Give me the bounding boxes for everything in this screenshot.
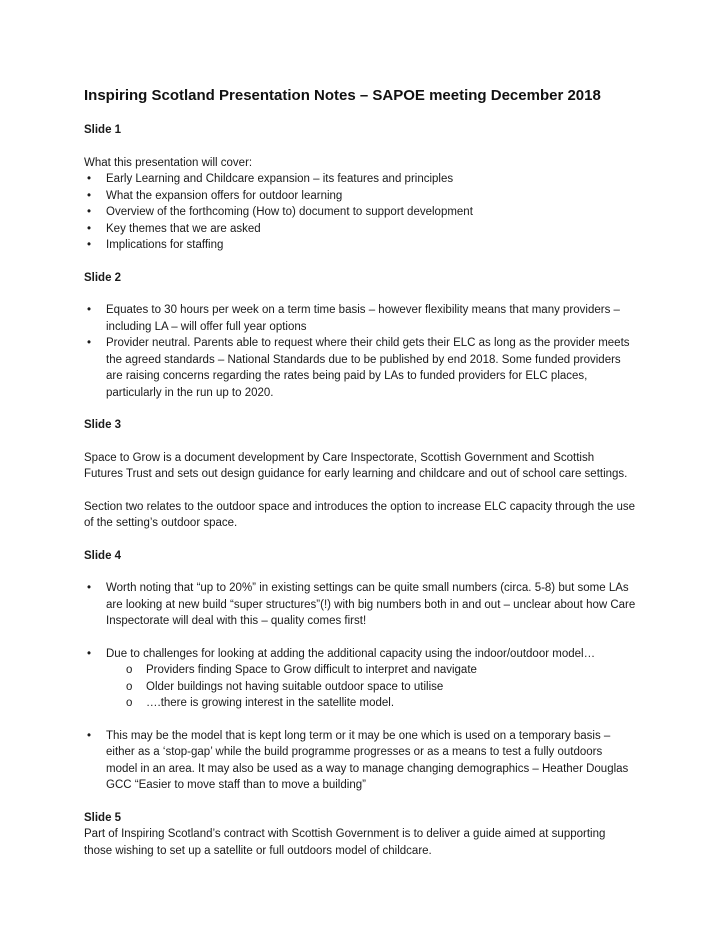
list-item: • Provider neutral. Parents able to request where their child gets their ELC as long as the provider meets the agreed standards – National Standards due to be published by end 2018. Some funded providers are raising concerns regarding the rates being paid by LAs to funded providers for ELC places, particularly in the run up to 2020. xyxy=(84,335,636,401)
list-item: • Worth noting that “up to 20%” in existing settings can be quite small numbers (circa. 5-8) but some LAs are looking at new build “super structures”(!) with big numbers both in and out – unclear about how Care Inspectorate will deal with this – quality comes first! xyxy=(84,580,636,630)
list-item: • Overview of the forthcoming (How to) document to support development xyxy=(84,204,636,221)
slide-4-sub-list xyxy=(84,662,636,712)
slide-1-bullet-list xyxy=(84,171,636,254)
slide-4-bullet-list xyxy=(84,646,636,663)
sub-list-item: o ….there is growing interest in the satellite model. xyxy=(84,695,636,712)
slide-3-paragraph: Space to Grow is a document development by Care Inspectorate, Scottish Government and Scottish Futures Trust and sets out design guidance for early learning and childcare and out of school care settings. xyxy=(84,451,628,480)
slide-5-heading: Slide 5 xyxy=(84,811,122,824)
document-title: Inspiring Scotland Presentation Notes – SAPOE meeting December 2018 xyxy=(84,87,601,104)
list-item: • What the expansion offers for outdoor learning xyxy=(84,188,636,205)
list-item: • Early Learning and Childcare expansion – its features and principles xyxy=(84,171,636,188)
slide-4-bullet-list xyxy=(84,728,636,794)
slide-4-bullet-list xyxy=(84,580,636,630)
sub-list-item: o Providers finding Space to Grow difficult to interpret and navigate xyxy=(84,662,636,679)
slide-5-paragraph: Part of Inspiring Scotland’s contract with Scottish Government is to deliver a guide aimed at supporting those wishing to set up a satellite or full outdoors model of childcare. xyxy=(84,828,606,857)
slide-1-heading: Slide 1 xyxy=(84,124,122,136)
slide-1-intro: What this presentation will cover: xyxy=(84,156,253,169)
list-item: • This may be the model that is kept long term or it may be one which is used on a temporary basis – either as a ‘stop-gap’ while the build programme progresses or as a means to test a fully outdoors model in an area. It may also be used as a way to manage changing demographics – Heather Douglas GCC “Easier to move staff than to move a building” xyxy=(84,728,636,794)
list-item: • Implications for staffing xyxy=(84,237,636,254)
slide-3-heading: Slide 3 xyxy=(84,419,122,431)
sub-list-item: o Older buildings not having suitable outdoor space to utilise xyxy=(84,679,636,696)
slide-2-heading: Slide 2 xyxy=(84,271,122,284)
slide-3-paragraph: Section two relates to the outdoor space and introduces the option to increase ELC capacity through the use of the setting’s outdoor space. xyxy=(84,500,636,529)
list-item: • Equates to 30 hours per week on a term time basis – however flexibility means that many providers – including LA – will offer full year options xyxy=(84,302,636,335)
slide-4-heading: Slide 4 xyxy=(84,549,122,562)
slide-2-bullet-list xyxy=(84,302,636,401)
list-item: • Key themes that we are asked xyxy=(84,221,636,238)
list-item: • Due to challenges for looking at adding the additional capacity using the indoor/outdoor model… xyxy=(84,646,636,663)
